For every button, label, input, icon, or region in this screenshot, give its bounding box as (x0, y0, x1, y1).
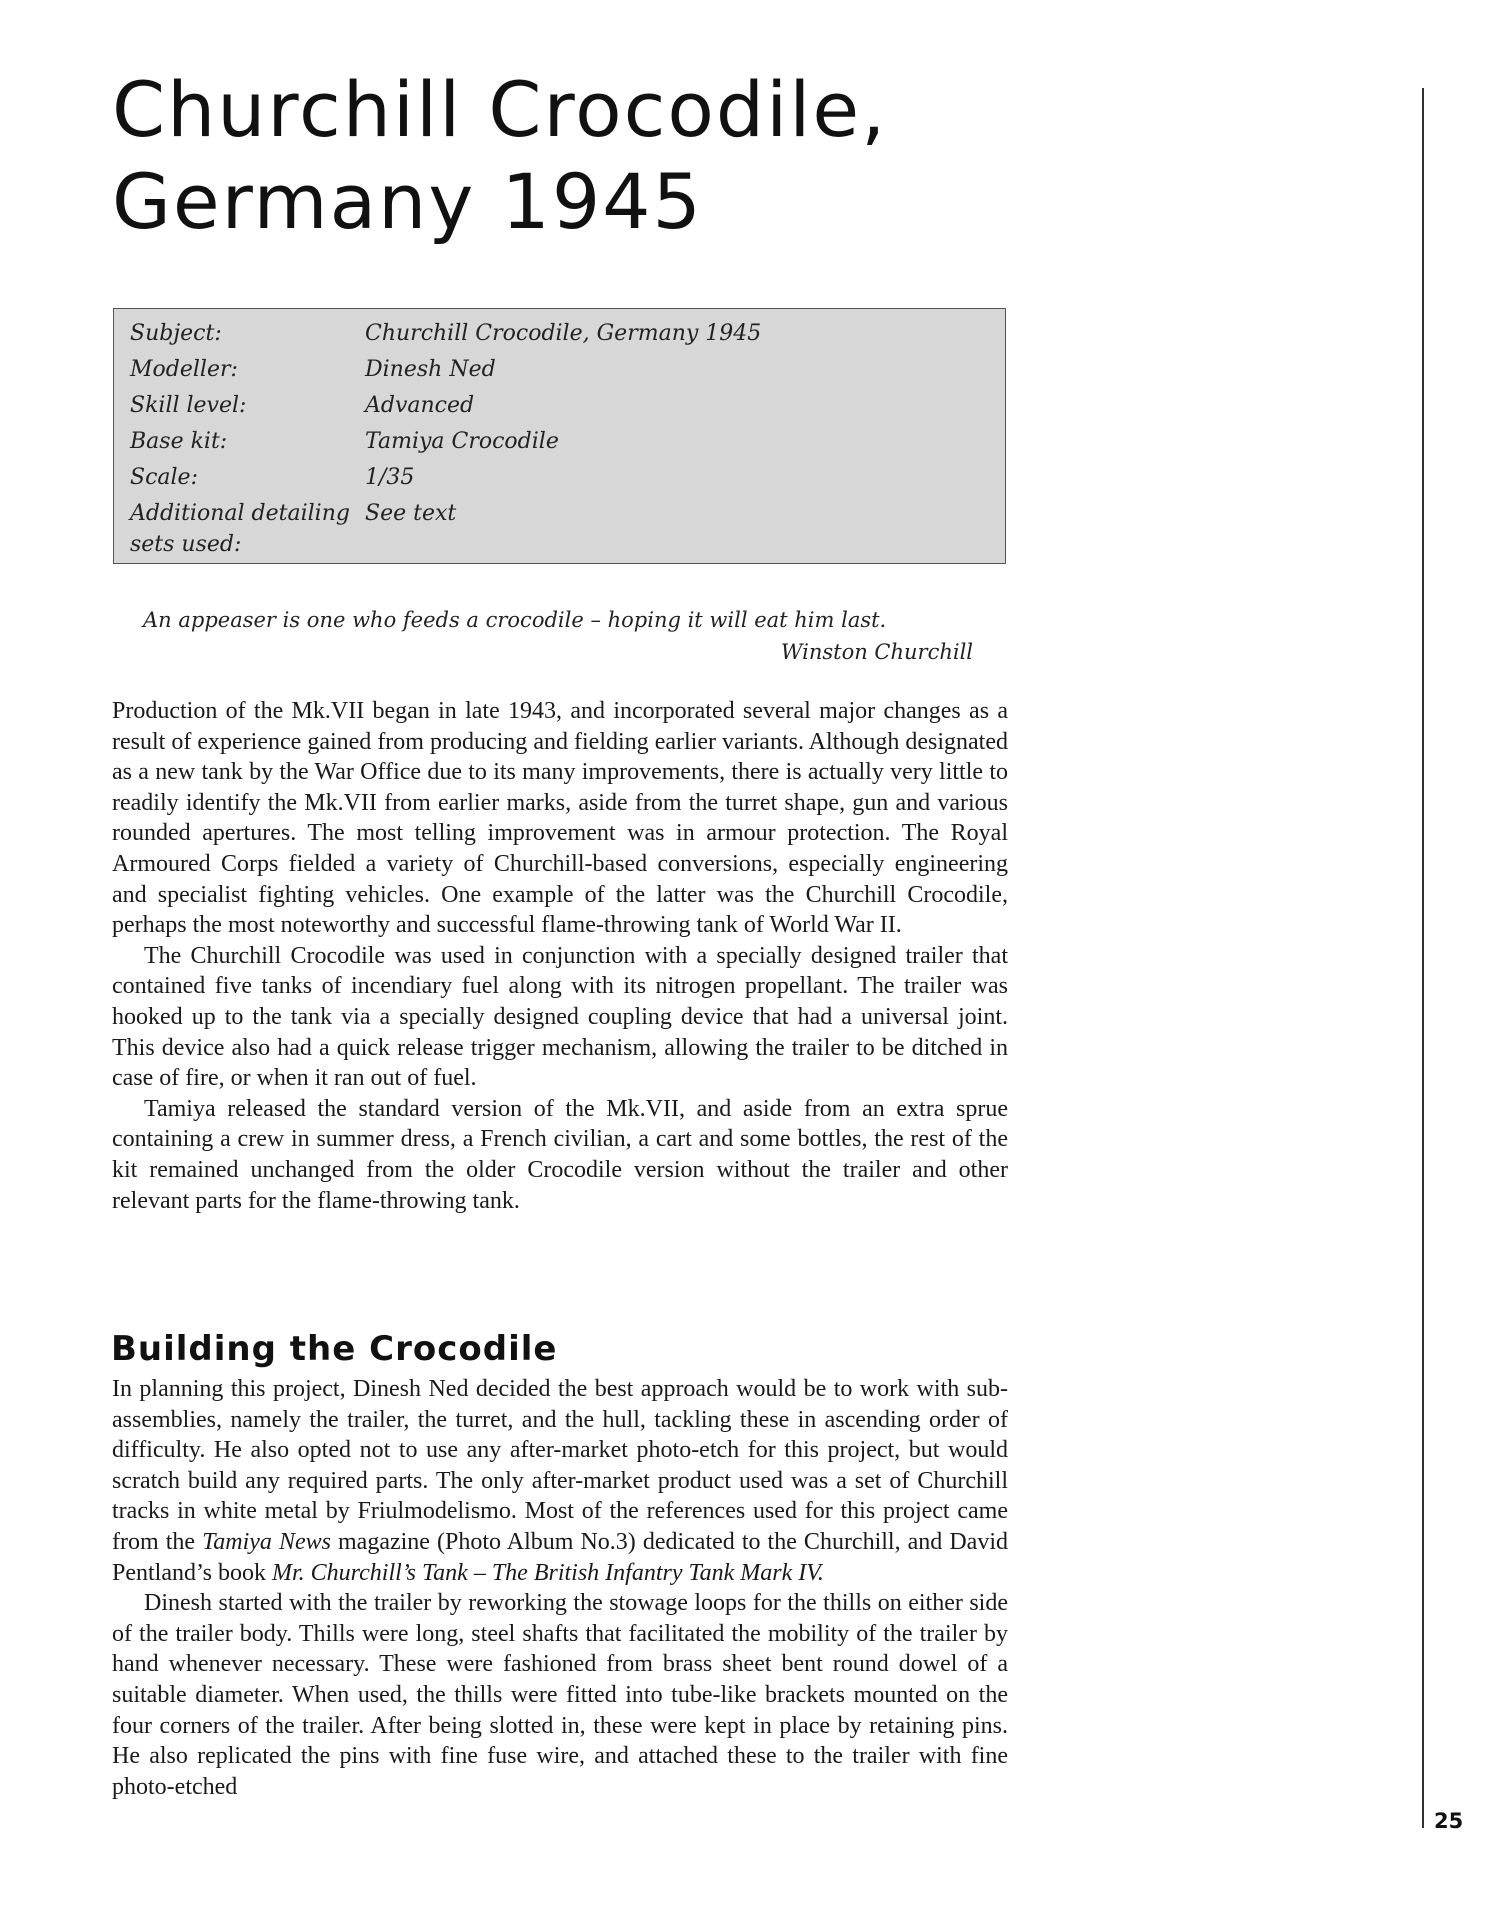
spec-value: Advanced (365, 393, 475, 418)
margin-rule (1422, 88, 1424, 1828)
spec-label: Modeller: (130, 357, 238, 382)
spec-label: Subject: (130, 321, 222, 346)
intro-text (112, 696, 1008, 1216)
spec-value: 1/35 (365, 465, 415, 490)
spec-row-skill-level (130, 388, 1005, 424)
spec-row-additional-sets (130, 496, 1005, 560)
section-heading: Building the Crocodile (111, 1329, 558, 1369)
spec-label: Scale: (130, 465, 198, 490)
spec-label: Skill level: (130, 393, 247, 418)
page-title (112, 64, 1012, 248)
spec-row-scale (130, 460, 1005, 496)
spec-row-subject (130, 316, 1005, 352)
epigraph-author: Winston Churchill (780, 640, 973, 664)
spec-value: Dinesh Ned (365, 357, 496, 382)
spec-value: Churchill Crocodile, Germany 1945 (365, 321, 762, 346)
page-title-line-1: Churchill Crocodile, (112, 65, 888, 154)
paragraph: Production of the Mk.VII began in late 1943, and incorporated several major changes as a result of experience gained from producing and fielding earlier variants. Although designated as a new tank by the War Office due to its many improvements, there is actually very little to readily identify the Mk.VII from earlier marks, aside from the turret shape, gun and various rounded apertures. The most telling improvement was in armour protection. The Royal Armoured Corps fielded a variety of Churchill-based conversions, especially engineering and specialist fighting vehicles. One example of the latter was the Churchill Crocodile, perhaps the most noteworthy and successful flame-throwing tank of World War II. (112, 698, 1008, 939)
spec-value: Tamiya Crocodile (365, 429, 559, 454)
italic-title: Mr. Churchill’s Tank – The British Infantry Tank Mark IV. (272, 1559, 824, 1586)
spec-label: Additional detailing sets used: (130, 501, 350, 557)
page-number: 25 (1434, 1809, 1464, 1833)
italic-title: Tamiya News (202, 1528, 331, 1555)
spec-box (113, 308, 1006, 564)
section-text (112, 1374, 1008, 1802)
page-title-line-2: Germany 1945 (112, 157, 703, 246)
spec-label: Base kit: (130, 429, 228, 454)
spec-row-base-kit (130, 424, 1005, 460)
paragraph: Tamiya released the standard version of the Mk.VII, and aside from an extra sprue containing a crew in summer dress, a French civilian, a cart and some bottles, the rest of the kit remained unchanged from the older Crocodile version without the trailer and other relevant parts for the flame-throwing tank. (112, 1095, 1008, 1214)
spec-row-modeller (130, 352, 1005, 388)
text-run: In planning this project, Dinesh Ned decided the best approach would be to work with sub-assemblies, namely the trailer, the turret, and the hull, tackling these in ascending order of difficulty. He also opted not to use any after-market photo-etch for this project, but would scratch build any required parts. The only after-market product used was a set of Churchill tracks in white metal by Friulmodelismo. Most of the references used for this project came from the (112, 1376, 1008, 1555)
paragraph: The Churchill Crocodile was used in conjunction with a specially designed trailer that contained five tanks of incendiary fuel along with its nitrogen propellant. The trailer was hooked up to the tank via a specially designed coupling device that had a universal joint. This device also had a quick release trigger mechanism, allowing the trailer to be ditched in case of fire, or when it ran out of fuel. (112, 942, 1008, 1092)
epigraph-quote: An appeaser is one who feeds a crocodile – hoping it will eat him last. (143, 608, 887, 632)
epigraph (143, 604, 973, 668)
text-run: magazine (Photo Album No.3) dedicated to the Churchill, and David Pentland’s book (112, 1528, 1008, 1586)
paragraph: Dinesh started with the trailer by reworking the stowage loops for the thills on either side of the trailer body. Thills were long, steel shafts that facilitated the mobility of the trailer by hand whenever necessary. These were fashioned from brass sheet bent round dowel of a suitable diameter. When used, the thills were fitted into tube-like brackets mounted on the four corners of the trailer. After being slotted in, these were kept in place by retaining pins. He also replicated the pins with fine fuse wire, and attached these to the trailer with fine photo-etched (112, 1590, 1008, 1800)
paragraph (112, 1374, 1008, 1588)
spec-value: See text (365, 501, 457, 526)
